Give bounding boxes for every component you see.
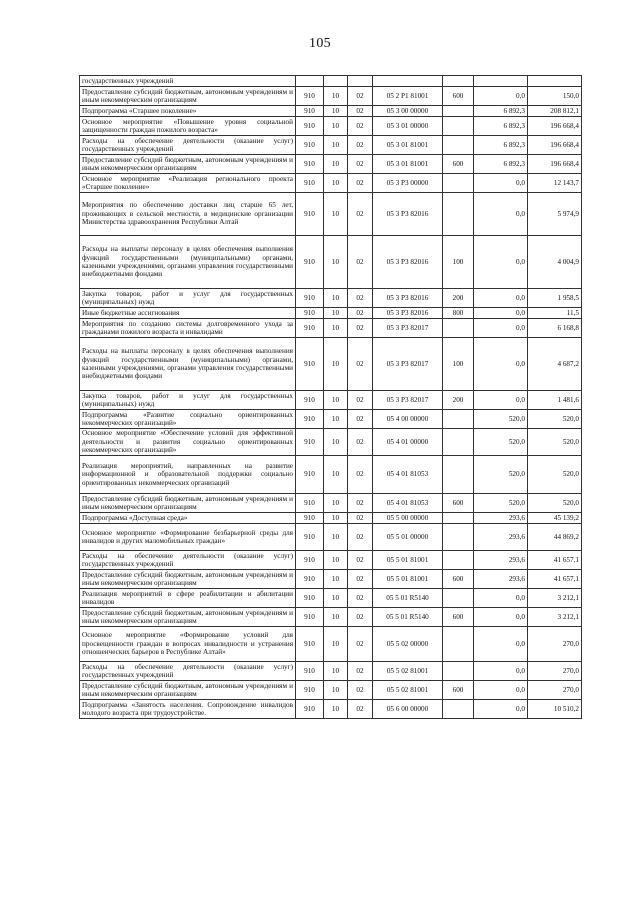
- section-code-cell: [324, 76, 348, 87]
- target-article-cell: 05 5 02 81001: [373, 662, 443, 681]
- target-article-cell: 05 3 P3 82016: [373, 193, 443, 236]
- amount-cell: 293,6: [474, 524, 528, 551]
- target-article-cell: 05 3 01 00000: [373, 117, 443, 136]
- section-code-cell: 10: [324, 308, 348, 319]
- amount-total-cell: 520,0: [528, 494, 582, 513]
- amount-cell: 0,0: [474, 391, 528, 410]
- gr-code-cell: 910: [296, 391, 324, 410]
- amount-cell: 0,0: [474, 319, 528, 338]
- expense-type-cell: [443, 662, 474, 681]
- gr-code-cell: 910: [296, 608, 324, 627]
- expense-type-cell: 200: [443, 289, 474, 308]
- expense-name-cell: Основное мероприятие «Обеспечение условий для эффективной деятельности и развития социально ориентированных некоммерческих организаций»: [80, 429, 296, 456]
- amount-total-cell: 196 668,4: [528, 155, 582, 174]
- target-article-cell: 05 2 P1 81001: [373, 87, 443, 106]
- subsection-code-cell: 02: [348, 570, 373, 589]
- target-article-cell: 05 5 01 R5140: [373, 589, 443, 608]
- expense-type-cell: [443, 456, 474, 494]
- amount-total-cell: 41 657,1: [528, 570, 582, 589]
- gr-code-cell: 910: [296, 136, 324, 155]
- subsection-code-cell: 02: [348, 608, 373, 627]
- subsection-code-cell: 02: [348, 524, 373, 551]
- table-row: [80, 551, 582, 570]
- expense-type-cell: 100: [443, 338, 474, 391]
- gr-code-cell: 910: [296, 236, 324, 289]
- amount-cell: 0,0: [474, 289, 528, 308]
- section-code-cell: 10: [324, 136, 348, 155]
- table-row: [80, 662, 582, 681]
- target-article-cell: 05 3 01 81001: [373, 155, 443, 174]
- gr-code-cell: 910: [296, 456, 324, 494]
- subsection-code-cell: 02: [348, 589, 373, 608]
- subsection-code-cell: 02: [348, 662, 373, 681]
- expense-name-cell: Основное мероприятие «Повышение уровня социальной защищенности граждан пожилого возраста»: [80, 117, 296, 136]
- gr-code-cell: 910: [296, 429, 324, 456]
- amount-total-cell: 11,5: [528, 308, 582, 319]
- section-code-cell: 10: [324, 319, 348, 338]
- expense-name-cell: Мероприятия по созданию системы долговременного ухода за гражданами пожилого возраста и инвалидами: [80, 319, 296, 338]
- amount-cell: 520,0: [474, 429, 528, 456]
- amount-cell: 0,0: [474, 627, 528, 662]
- section-code-cell: 10: [324, 608, 348, 627]
- section-code-cell: 10: [324, 456, 348, 494]
- section-code-cell: 10: [324, 681, 348, 700]
- section-code-cell: 10: [324, 429, 348, 456]
- gr-code-cell: 910: [296, 589, 324, 608]
- expense-type-cell: 100: [443, 236, 474, 289]
- expense-type-cell: [443, 700, 474, 719]
- subsection-code-cell: 02: [348, 627, 373, 662]
- amount-total-cell: 4 004,9: [528, 236, 582, 289]
- amount-cell: 520,0: [474, 456, 528, 494]
- gr-code-cell: 910: [296, 338, 324, 391]
- expense-type-cell: [443, 429, 474, 456]
- amount-total-cell: 3 212,1: [528, 608, 582, 627]
- gr-code-cell: 910: [296, 308, 324, 319]
- amount-cell: 0,0: [474, 308, 528, 319]
- section-code-cell: 10: [324, 570, 348, 589]
- expense-name-cell: Расходы на выплаты персоналу в целях обеспечения выполнения функций государственными (муниципальными) органами, казенными учреждениями, органами управления государственными внебюджетными фондами: [80, 236, 296, 289]
- expense-type-cell: [443, 513, 474, 524]
- expense-name-cell: Мероприятия по обеспечению доставки лиц старше 65 лет, проживающих в сельской местности, в медицинские организации Министерства здравоохранения Республики Алтай: [80, 193, 296, 236]
- table-row: [80, 608, 582, 627]
- section-code-cell: 10: [324, 551, 348, 570]
- amount-total-cell: 5 974,9: [528, 193, 582, 236]
- target-article-cell: 05 3 01 81001: [373, 136, 443, 155]
- subsection-code-cell: 02: [348, 551, 373, 570]
- amount-total-cell: 270,0: [528, 627, 582, 662]
- table-row: [80, 319, 582, 338]
- expense-type-cell: 600: [443, 155, 474, 174]
- subsection-code-cell: 02: [348, 193, 373, 236]
- subsection-code-cell: 02: [348, 494, 373, 513]
- amount-cell: 6 892,3: [474, 136, 528, 155]
- target-article-cell: [373, 76, 443, 87]
- expense-type-cell: 600: [443, 87, 474, 106]
- target-article-cell: 05 5 01 00000: [373, 524, 443, 551]
- table-row: [80, 193, 582, 236]
- section-code-cell: 10: [324, 289, 348, 308]
- amount-cell: 0,0: [474, 193, 528, 236]
- gr-code-cell: 910: [296, 174, 324, 193]
- amount-total-cell: 270,0: [528, 681, 582, 700]
- amount-cell: 0,0: [474, 236, 528, 289]
- amount-total-cell: 6 168,8: [528, 319, 582, 338]
- gr-code-cell: 910: [296, 494, 324, 513]
- subsection-code-cell: 02: [348, 429, 373, 456]
- expense-type-cell: [443, 319, 474, 338]
- table-row: [80, 76, 582, 87]
- expense-type-cell: 600: [443, 681, 474, 700]
- subsection-code-cell: 02: [348, 117, 373, 136]
- expense-type-cell: [443, 524, 474, 551]
- subsection-code-cell: 02: [348, 136, 373, 155]
- expense-name-cell: Подпрограмма «Занятость населения. Сопровождение инвалидов молодого возраста при трудоустройстве.: [80, 700, 296, 719]
- amount-cell: 0,0: [474, 338, 528, 391]
- table-row: [80, 174, 582, 193]
- gr-code-cell: 910: [296, 524, 324, 551]
- subsection-code-cell: 02: [348, 87, 373, 106]
- gr-code-cell: [296, 76, 324, 87]
- expense-name-cell: Расходы на обеспечение деятельности (оказание услуг) государственных учреждений: [80, 551, 296, 570]
- expense-name-cell: Предоставление субсидий бюджетным, автономным учреждениям и иным некоммерческим организациям: [80, 494, 296, 513]
- amount-total-cell: 10 510,2: [528, 700, 582, 719]
- gr-code-cell: 910: [296, 627, 324, 662]
- table-row: [80, 429, 582, 456]
- expense-name-cell: Предоставление субсидий бюджетным, автономным учреждениям и иным некоммерческим организациям: [80, 87, 296, 106]
- subsection-code-cell: 02: [348, 289, 373, 308]
- section-code-cell: 10: [324, 589, 348, 608]
- amount-total-cell: 196 668,4: [528, 117, 582, 136]
- table-row: [80, 338, 582, 391]
- table-row: [80, 681, 582, 700]
- section-code-cell: 10: [324, 87, 348, 106]
- table-row: [80, 410, 582, 429]
- subsection-code-cell: 02: [348, 456, 373, 494]
- amount-total-cell: [528, 76, 582, 87]
- gr-code-cell: 910: [296, 570, 324, 589]
- target-article-cell: 05 5 01 81001: [373, 551, 443, 570]
- expense-name-cell: Закупка товаров, работ и услуг для государственных (муниципальных) нужд: [80, 391, 296, 410]
- expense-name-cell: Основное мероприятие «Формирование условий для просвещенности граждан в вопросах инвалидности и устранения отношенческих барьеров в Республике Алтай»: [80, 627, 296, 662]
- subsection-code-cell: 02: [348, 410, 373, 429]
- table-row: [80, 700, 582, 719]
- gr-code-cell: 910: [296, 410, 324, 429]
- table-row: [80, 391, 582, 410]
- amount-cell: 6 892,3: [474, 117, 528, 136]
- budget-table: [79, 75, 582, 719]
- gr-code-cell: 910: [296, 117, 324, 136]
- target-article-cell: 05 3 P3 82016: [373, 289, 443, 308]
- expense-name-cell: Расходы на обеспечение деятельности (оказание услуг) государственных учреждений: [80, 136, 296, 155]
- expense-name-cell: Предоставление субсидий бюджетным, автономным учреждениям и иным некоммерческим организациям: [80, 681, 296, 700]
- subsection-code-cell: [348, 76, 373, 87]
- section-code-cell: 10: [324, 524, 348, 551]
- amount-total-cell: 44 869,2: [528, 524, 582, 551]
- expense-type-cell: [443, 76, 474, 87]
- amount-cell: 293,6: [474, 551, 528, 570]
- amount-cell: 0,0: [474, 589, 528, 608]
- amount-cell: 293,6: [474, 570, 528, 589]
- section-code-cell: 10: [324, 513, 348, 524]
- expense-type-cell: 600: [443, 608, 474, 627]
- target-article-cell: 05 5 01 81001: [373, 570, 443, 589]
- amount-total-cell: 520,0: [528, 429, 582, 456]
- gr-code-cell: 910: [296, 681, 324, 700]
- page-number: 105: [309, 36, 331, 51]
- amount-total-cell: 520,0: [528, 456, 582, 494]
- section-code-cell: 10: [324, 236, 348, 289]
- section-code-cell: 10: [324, 662, 348, 681]
- amount-cell: 6 892,3: [474, 155, 528, 174]
- section-code-cell: 10: [324, 391, 348, 410]
- subsection-code-cell: 02: [348, 106, 373, 117]
- table-row: [80, 524, 582, 551]
- subsection-code-cell: 02: [348, 319, 373, 338]
- amount-cell: 520,0: [474, 410, 528, 429]
- target-article-cell: 05 4 01 81053: [373, 456, 443, 494]
- subsection-code-cell: 02: [348, 391, 373, 410]
- expense-type-cell: 600: [443, 494, 474, 513]
- table-row: [80, 494, 582, 513]
- table-row: [80, 289, 582, 308]
- expense-type-cell: [443, 551, 474, 570]
- amount-cell: 0,0: [474, 700, 528, 719]
- expense-name-cell: Подпрограмма «Развитие социально ориентированных некоммерческих организаций»: [80, 410, 296, 429]
- target-article-cell: 05 3 P3 82016: [373, 236, 443, 289]
- table-row: [80, 589, 582, 608]
- subsection-code-cell: 02: [348, 338, 373, 391]
- expense-name-cell: Расходы на выплаты персоналу в целях обеспечения выполнения функций государственными (муниципальными) органами, казенными учреждениями, органами управления государственными внебюджетными фондами: [80, 338, 296, 391]
- amount-total-cell: 520,0: [528, 410, 582, 429]
- target-article-cell: 05 4 01 00000: [373, 429, 443, 456]
- expense-name-cell: Подпрограмма «Доступная среда»: [80, 513, 296, 524]
- table-row: [80, 627, 582, 662]
- amount-total-cell: 1 958,5: [528, 289, 582, 308]
- amount-total-cell: 41 657,1: [528, 551, 582, 570]
- subsection-code-cell: 02: [348, 513, 373, 524]
- section-code-cell: 10: [324, 106, 348, 117]
- subsection-code-cell: 02: [348, 700, 373, 719]
- table-row: [80, 308, 582, 319]
- expense-name-cell: Основное мероприятие «Формирование безбарьерной среды для инвалидов и других маломобильных граждан»: [80, 524, 296, 551]
- expense-type-cell: [443, 136, 474, 155]
- section-code-cell: 10: [324, 117, 348, 136]
- table-row: [80, 106, 582, 117]
- amount-total-cell: 1 481,6: [528, 391, 582, 410]
- expense-name-cell: Реализация мероприятий, направленных на развитие информационной и образовательной поддержки социально ориентированных некоммерческих организаций: [80, 456, 296, 494]
- expense-name-cell: государственных учреждений: [80, 76, 296, 87]
- target-article-cell: 05 6 00 00000: [373, 700, 443, 719]
- target-article-cell: 05 5 00 00000: [373, 513, 443, 524]
- target-article-cell: 05 3 P3 82017: [373, 319, 443, 338]
- expense-type-cell: [443, 589, 474, 608]
- table-row: [80, 117, 582, 136]
- amount-total-cell: 4 687,2: [528, 338, 582, 391]
- subsection-code-cell: 02: [348, 174, 373, 193]
- section-code-cell: 10: [324, 193, 348, 236]
- subsection-code-cell: 02: [348, 236, 373, 289]
- expense-name-cell: Предоставление субсидий бюджетным, автономным учреждениям и иным некоммерческим организациям: [80, 570, 296, 589]
- target-article-cell: 05 3 P3 82016: [373, 308, 443, 319]
- expense-type-cell: 800: [443, 308, 474, 319]
- expense-name-cell: Закупка товаров, работ и услуг для государственных (муниципальных) нужд: [80, 289, 296, 308]
- table-row: [80, 456, 582, 494]
- amount-cell: 6 892,3: [474, 106, 528, 117]
- target-article-cell: 05 5 02 81001: [373, 681, 443, 700]
- expense-name-cell: Предоставление субсидий бюджетным, автономным учреждениям и иным некоммерческим организациям: [80, 155, 296, 174]
- target-article-cell: 05 3 P3 82017: [373, 338, 443, 391]
- target-article-cell: 05 4 01 81053: [373, 494, 443, 513]
- gr-code-cell: 910: [296, 319, 324, 338]
- amount-total-cell: 196 668,4: [528, 136, 582, 155]
- amount-cell: 520,0: [474, 494, 528, 513]
- section-code-cell: 10: [324, 410, 348, 429]
- expense-type-cell: 600: [443, 570, 474, 589]
- expense-type-cell: [443, 410, 474, 429]
- gr-code-cell: 910: [296, 155, 324, 174]
- table-row: [80, 136, 582, 155]
- subsection-code-cell: 02: [348, 155, 373, 174]
- amount-cell: 0,0: [474, 87, 528, 106]
- target-article-cell: 05 5 01 R5140: [373, 608, 443, 627]
- gr-code-cell: 910: [296, 551, 324, 570]
- target-article-cell: 05 3 P3 00000: [373, 174, 443, 193]
- section-code-cell: 10: [324, 338, 348, 391]
- expense-type-cell: [443, 174, 474, 193]
- table-row: [80, 87, 582, 106]
- amount-total-cell: 3 212,1: [528, 589, 582, 608]
- amount-total-cell: 45 139,2: [528, 513, 582, 524]
- gr-code-cell: 910: [296, 662, 324, 681]
- gr-code-cell: 910: [296, 87, 324, 106]
- table-row: [80, 513, 582, 524]
- gr-code-cell: 910: [296, 106, 324, 117]
- expense-type-cell: [443, 117, 474, 136]
- expense-name-cell: Иные бюджетные ассигнования: [80, 308, 296, 319]
- expense-type-cell: [443, 193, 474, 236]
- expense-name-cell: Подпрограмма «Старшее поколение»: [80, 106, 296, 117]
- expense-type-cell: 200: [443, 391, 474, 410]
- gr-code-cell: 910: [296, 289, 324, 308]
- gr-code-cell: 910: [296, 513, 324, 524]
- section-code-cell: 10: [324, 700, 348, 719]
- amount-total-cell: 12 143,7: [528, 174, 582, 193]
- target-article-cell: 05 3 P3 82017: [373, 391, 443, 410]
- section-code-cell: 10: [324, 627, 348, 662]
- amount-cell: 0,0: [474, 608, 528, 627]
- amount-total-cell: 150,0: [528, 87, 582, 106]
- amount-cell: [474, 76, 528, 87]
- table-row: [80, 570, 582, 589]
- target-article-cell: 05 3 00 00000: [373, 106, 443, 117]
- amount-cell: 0,0: [474, 662, 528, 681]
- amount-cell: 0,0: [474, 174, 528, 193]
- target-article-cell: 05 4 00 00000: [373, 410, 443, 429]
- expense-name-cell: Реализация мероприятий в сфере реабилитации и абилитации инвалидов: [80, 589, 296, 608]
- section-code-cell: 10: [324, 155, 348, 174]
- table-row: [80, 155, 582, 174]
- section-code-cell: 10: [324, 494, 348, 513]
- expense-name-cell: Основное мероприятие «Реализация регионального проекта «Старшее поколение»: [80, 174, 296, 193]
- expense-name-cell: Расходы на обеспечение деятельности (оказание услуг) государственных учреждений: [80, 662, 296, 681]
- amount-total-cell: 270,0: [528, 662, 582, 681]
- gr-code-cell: 910: [296, 193, 324, 236]
- expense-type-cell: [443, 627, 474, 662]
- section-code-cell: 10: [324, 174, 348, 193]
- subsection-code-cell: 02: [348, 681, 373, 700]
- target-article-cell: 05 5 02 00000: [373, 627, 443, 662]
- amount-cell: 0,0: [474, 681, 528, 700]
- expense-name-cell: Предоставление субсидий бюджетным, автономным учреждениям и иным некоммерческим организациям: [80, 608, 296, 627]
- gr-code-cell: 910: [296, 700, 324, 719]
- amount-total-cell: 208 812,1: [528, 106, 582, 117]
- table-row: [80, 236, 582, 289]
- subsection-code-cell: 02: [348, 308, 373, 319]
- expense-type-cell: [443, 106, 474, 117]
- amount-cell: 293,6: [474, 513, 528, 524]
